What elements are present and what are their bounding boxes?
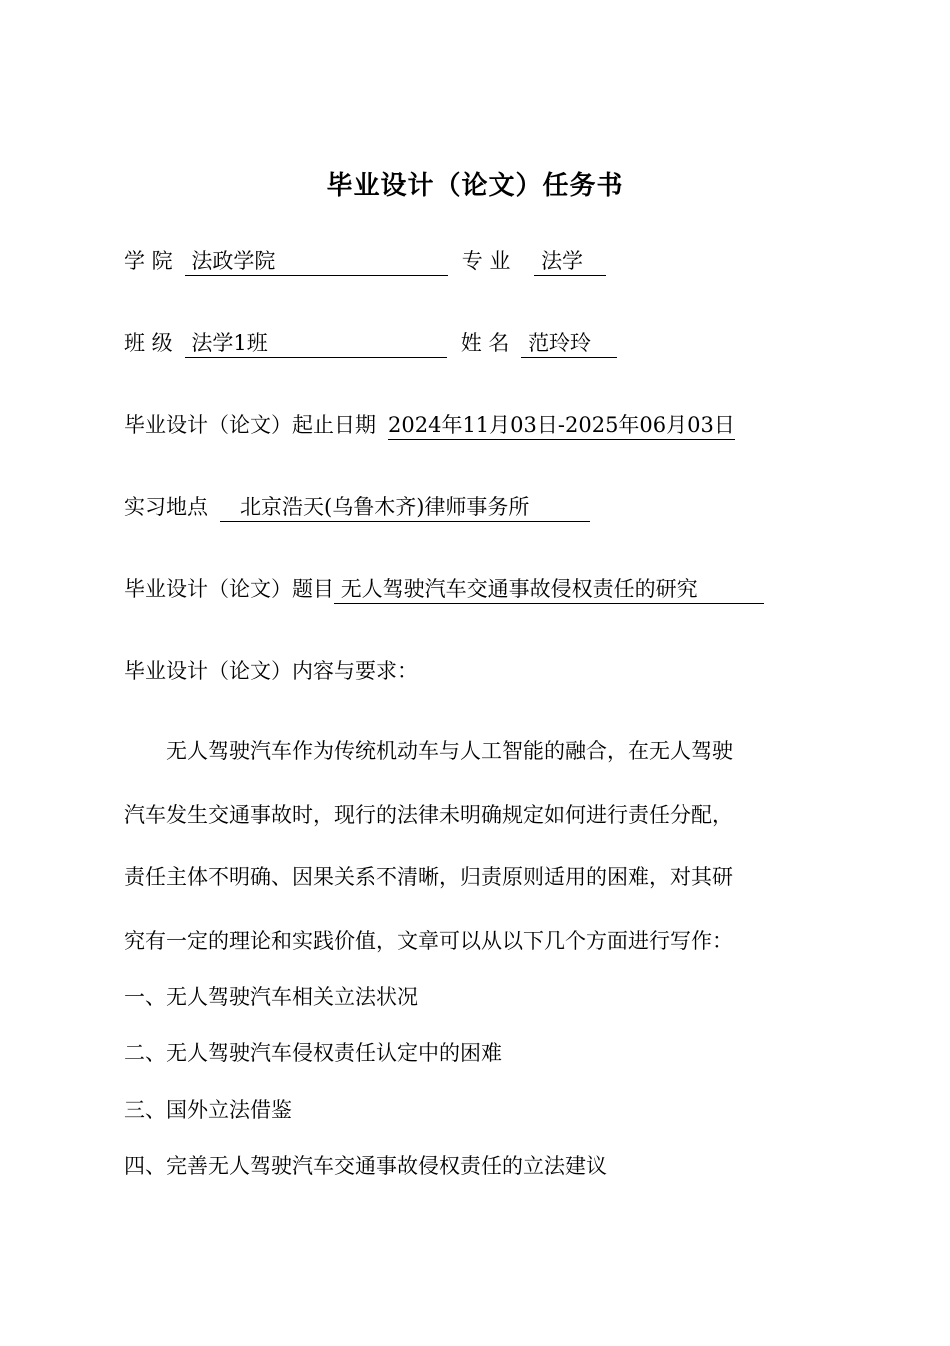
- paragraph-line: 汽车发生交通事故时，现行的法律未明确规定如何进行责任分配，: [124, 803, 733, 827]
- college-row: [124, 246, 606, 276]
- requirements-heading: 毕业设计（论文）内容与要求：: [124, 659, 418, 683]
- list-item: 一、无人驾驶汽车相关立法状况: [124, 985, 418, 1009]
- paragraph-line: 责任主体不明确、因果关系不清晰，归责原则适用的困难，对其研: [124, 865, 733, 889]
- list-item: 三、国外立法借鉴: [124, 1098, 292, 1122]
- name-value: 范玲玲: [521, 330, 617, 358]
- period-label: 毕业设计（论文）起止日期: [124, 413, 376, 437]
- topic-row: [124, 574, 764, 604]
- class-row: [124, 328, 617, 358]
- major-label: 专 业: [461, 249, 511, 273]
- college-value: 法政学院: [185, 248, 448, 276]
- period-value: 2024年11月03日-2025年06月03日: [388, 412, 735, 440]
- internship-label: 实习地点: [124, 495, 208, 519]
- list-item: 四、完善无人驾驶汽车交通事故侵权责任的立法建议: [124, 1154, 607, 1178]
- page-title: 毕业设计（论文）任务书: [326, 171, 624, 201]
- internship-value: 北京浩天(乌鲁木齐)律师事务所: [220, 494, 590, 522]
- period-row: [124, 410, 735, 440]
- major-value: 法学: [534, 248, 606, 276]
- college-label: 学 院: [124, 249, 173, 273]
- name-label: 姓 名: [460, 331, 510, 355]
- paragraph-line: 究有一定的理论和实践价值，文章可以从以下几个方面进行写作：: [124, 929, 733, 953]
- list-item: 二、无人驾驶汽车侵权责任认定中的困难: [124, 1041, 502, 1065]
- class-label: 班 级: [124, 331, 173, 355]
- class-value: 法学1班: [185, 330, 447, 358]
- paragraph-line: 无人驾驶汽车作为传统机动车与人工智能的融合，在无人驾驶: [166, 739, 733, 763]
- topic-label: 毕业设计（论文）题目: [124, 577, 334, 601]
- internship-row: [124, 492, 590, 522]
- topic-value: 无人驾驶汽车交通事故侵权责任的研究: [334, 576, 764, 604]
